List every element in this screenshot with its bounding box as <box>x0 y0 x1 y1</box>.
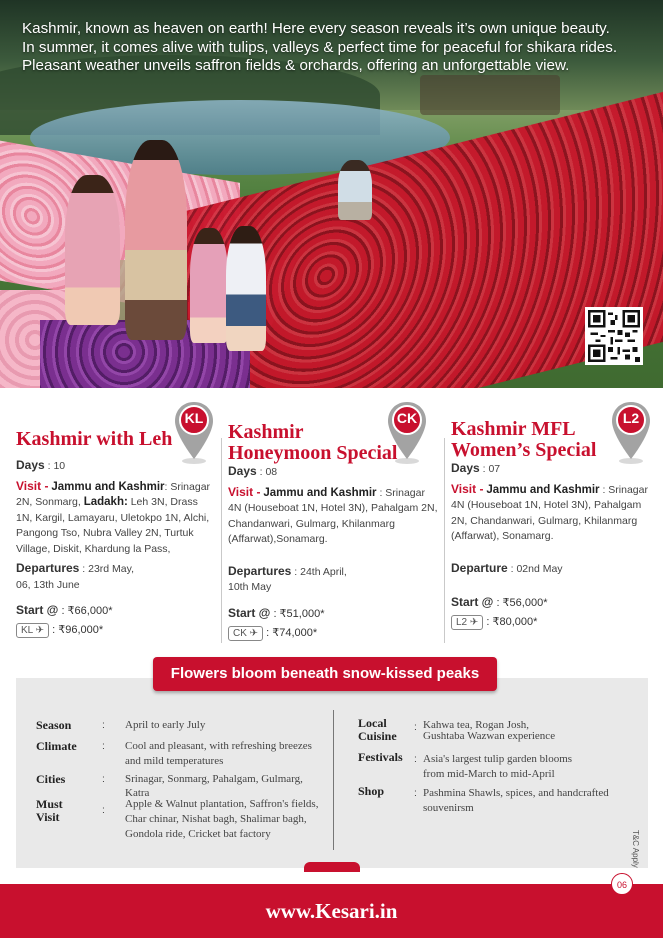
visit-label: Visit - <box>451 481 484 496</box>
departures-label: Departures <box>16 561 80 575</box>
info-key: Visit <box>36 810 60 824</box>
info-value: Asia's largest tulip garden blooms <box>423 753 573 765</box>
tour-title-line: Kashmir <box>228 421 304 443</box>
info-value: Kahwa tea, Rogan Josh, <box>423 719 530 731</box>
flight-price-value: : ₹80,000* <box>486 616 538 628</box>
tour-title <box>228 422 440 464</box>
info-key: Cities <box>36 772 66 786</box>
tour-days <box>228 464 440 481</box>
info-key: Season <box>36 718 72 732</box>
hero-image <box>0 0 663 388</box>
info-colon: : <box>102 804 105 816</box>
info-key: Local <box>358 716 387 730</box>
visit-label: Visit - <box>228 484 261 499</box>
tour-title-line: Honeymoon Special <box>228 442 398 464</box>
column-divider <box>444 438 445 643</box>
hero-line-3: Pleasant weather unveils saffron fields & orchards, offering an unforgettable view. <box>22 57 570 74</box>
tour-start-price <box>16 601 216 621</box>
visit-places: : Srinagar 2N, Sonmarg, <box>16 480 211 508</box>
tour-departures <box>16 561 216 593</box>
info-must-visit <box>36 797 326 845</box>
tour-card-kashmir-honeymoon <box>228 400 440 650</box>
tour-start-price <box>451 593 656 613</box>
info-cities <box>36 772 326 799</box>
flight-icon: L2 ✈ <box>451 615 483 630</box>
tour-code: CK <box>396 410 418 426</box>
days-label: Days <box>228 464 257 478</box>
info-colon: : <box>414 721 417 733</box>
info-colon: : <box>102 740 105 752</box>
departures-value: : 24th April, <box>294 565 347 578</box>
days-label: Days <box>16 458 45 472</box>
departures-value: 10th May <box>228 581 272 593</box>
hero-cabins <box>420 75 560 115</box>
info-value: souvenirsm <box>423 802 474 814</box>
departures-label: Departures <box>228 563 292 578</box>
info-key: Festivals <box>358 750 403 764</box>
website-link[interactable]: www.Kesari.in <box>265 899 398 923</box>
tour-title-line: Kashmir MFL <box>451 418 576 440</box>
info-value: and mild temperatures <box>125 755 224 767</box>
days-value: : 08 <box>259 466 278 478</box>
info-local-cuisine <box>358 716 640 746</box>
tour-flight-price <box>451 613 656 632</box>
footer-bar <box>0 884 663 938</box>
info-colon: : <box>102 773 105 785</box>
tour-card-kashmir-mfl-women <box>451 400 656 650</box>
departures-value: 06, 13th June <box>16 578 80 591</box>
visit-places: : Srinagar 4N (Houseboat 1N, Hotel 3N), Pahalgam 2N, Chandanwari, Gulmarg, Khilanmarg (Affarwat),Sonamarg. <box>228 486 438 545</box>
departures-value: : 02nd May <box>510 562 563 575</box>
departures-label: Departure <box>451 560 508 575</box>
man-figure <box>125 140 187 340</box>
flight-icon: CK ✈ <box>228 626 263 641</box>
info-value: Gondola ride, Cricket bat factory <box>125 828 271 840</box>
visit-places: : Srinagar 4N (Houseboat 1N, Hotel 3N), Pahalgam 2N, Chandanwari, Gulmarg, Khilanmarg (Affarwat), Sonamarg. <box>451 483 648 542</box>
start-label: Start @ <box>228 605 271 620</box>
terms-note: T&C Apply <box>631 830 640 868</box>
tour-days <box>16 458 216 475</box>
info-box-tab <box>304 862 360 872</box>
tour-visit <box>16 479 216 558</box>
info-season <box>36 718 326 734</box>
days-value: : 07 <box>482 463 501 475</box>
departures-value: : 23rd May, <box>82 563 135 575</box>
tour-visit <box>451 482 656 545</box>
visit-places: Leh 3N, Drass 1N, Kargil, Lamayaru, Uletokpo 1N, Alchi, Pangong Tso, Nubra Valley 2N, Turtuk Village, Diskit, Khardung la Pass, <box>16 496 210 555</box>
visit-region: Jammu and Kashmir <box>51 480 165 493</box>
start-label: Start @ <box>451 595 494 609</box>
info-colon: : <box>414 753 417 765</box>
start-label: Start @ <box>16 603 59 617</box>
flight-icon: KL ✈ <box>16 623 49 638</box>
flight-price-value: : ₹96,000* <box>52 624 104 636</box>
hero-description <box>22 20 642 76</box>
boy-figure <box>226 226 266 351</box>
photographer-figure <box>338 160 372 220</box>
start-price-value: : ₹66,000* <box>61 605 113 617</box>
info-festivals <box>358 750 640 780</box>
info-divider <box>333 710 334 850</box>
tour-code: L2 <box>622 410 640 426</box>
tour-title <box>16 429 216 450</box>
info-value: April to early July <box>125 719 206 731</box>
tour-flight-price <box>16 621 216 640</box>
info-colon: : <box>102 719 105 731</box>
visit-label: Visit - <box>16 478 49 493</box>
tour-start-price <box>228 604 440 624</box>
info-key: Cuisine <box>358 729 397 743</box>
info-value: Apple & Walnut plantation, Saffron's fields, <box>125 798 319 810</box>
info-colon: : <box>414 787 417 799</box>
visit-region: Jammu and Kashmir <box>263 486 377 499</box>
info-key: Climate <box>36 739 77 753</box>
column-divider <box>221 438 222 643</box>
info-value: Srinagar, Sonmarg, Pahalgam, Gulmarg, Katra <box>125 773 303 799</box>
start-price-value: : ₹56,000* <box>496 597 548 609</box>
info-value: Gushtaba Wazwan experience <box>423 730 556 742</box>
hero-line-2: In summer, it comes alive with tulips, valleys & perfect time for peaceful for shikara rides. <box>22 38 618 56</box>
tour-departures <box>451 561 656 578</box>
info-banner: Flowers bloom beneath snow-kissed peaks <box>153 657 497 691</box>
start-price-value: : ₹51,000* <box>273 607 325 620</box>
info-value: Cool and pleasant, with refreshing breezes <box>125 740 312 752</box>
flight-price-value: : ₹74,000* <box>266 626 318 639</box>
info-climate <box>36 739 326 769</box>
visit-region: Jammu and Kashmir <box>486 483 600 496</box>
qr-code[interactable] <box>585 307 643 365</box>
info-key: Shop <box>358 784 385 798</box>
tour-code: KL <box>184 410 204 426</box>
girl-figure <box>190 228 228 343</box>
tour-visit <box>228 485 440 548</box>
page-number: 06 <box>611 873 633 895</box>
tour-title-line: Women’s Special <box>451 439 597 461</box>
info-key: Must <box>36 797 63 811</box>
tour-title-line: Kashmir with Leh <box>16 428 173 450</box>
hero-line-1: Kashmir, known as heaven on earth! Here every season reveals it’s own unique beauty. <box>22 20 610 37</box>
tour-flight-price <box>228 624 440 643</box>
visit-region: Ladakh: <box>83 496 128 508</box>
days-value: : 10 <box>47 460 66 472</box>
info-shop <box>358 784 640 814</box>
tour-card-kashmir-with-leh <box>16 400 216 650</box>
days-label: Days <box>451 461 480 475</box>
tour-departures <box>228 564 440 596</box>
info-value: Pashmina Shawls, spices, and handcrafted <box>423 787 609 799</box>
tour-days <box>451 461 656 478</box>
tour-title <box>451 419 656 461</box>
woman-figure <box>65 175 120 325</box>
info-value: Char chinar, Nishat bagh, Shalimar bagh, <box>125 813 307 825</box>
info-value: from mid-March to mid-April <box>423 768 555 780</box>
